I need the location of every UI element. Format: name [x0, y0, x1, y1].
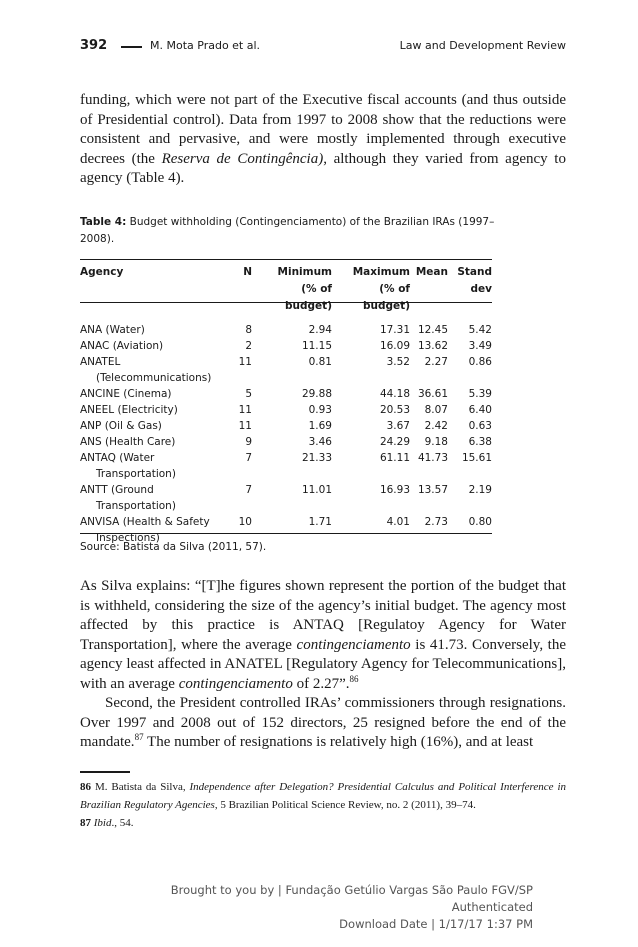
table-body — [80, 319, 492, 546]
cell-max: 17.31 — [379, 324, 410, 336]
footnote-86: 86 M. Batista da Silva, Independence after Delegation? Presidential Calculus and Political Interference in Brazilian Regulatory Agencies, 5 Brazilian Political Science Review, no. 2 (2011), 39–74. — [80, 781, 566, 811]
footnote-ref-87: 87 — [134, 732, 144, 742]
cell-n: 7 — [245, 484, 252, 496]
header-dash — [121, 46, 142, 48]
cell-agency: ANTAQ (Water Transportation) — [80, 452, 176, 480]
para2-italic-1: contingenciamento — [296, 636, 411, 653]
cell-agency: ANAC (Aviation) — [80, 340, 164, 352]
cell-n: 11 — [238, 404, 252, 416]
cell-sd: 0.86 — [468, 356, 492, 368]
cell-agency: ANTT (Ground Transportation) — [80, 484, 176, 512]
cell-max: 16.09 — [379, 340, 410, 352]
table-row — [80, 434, 492, 450]
cell-max: 20.53 — [379, 404, 410, 416]
table-row — [80, 319, 492, 338]
body-paragraphs-2 — [80, 577, 566, 753]
cell-n: 7 — [245, 452, 252, 464]
header-journal: Law and Development Review — [399, 39, 566, 52]
cell-max: 61.11 — [379, 452, 410, 464]
table-header-row — [80, 264, 492, 319]
cell-max: 24.29 — [379, 436, 410, 448]
para1-text: funding, which were not part of the Executive fiscal accounts (and thus outside of Presidential control). Data from 1997 to 2008 show that the reductions were consistent and pervasive, and were mostly implemented through executive decrees (the — [80, 92, 566, 167]
cell-max: 16.93 — [379, 484, 410, 496]
para1-text-end: , although they varied from agency to agency (Table 4). — [80, 150, 566, 186]
cell-n: 9 — [245, 436, 252, 448]
header-mean: Mean — [415, 266, 448, 278]
table-caption-label: Table 4: — [80, 216, 127, 228]
cell-sd: 3.49 — [468, 340, 492, 352]
table-row — [80, 450, 492, 482]
cell-mean: 2.42 — [424, 420, 448, 432]
body-paragraph-1 — [80, 91, 566, 189]
cell-n: 8 — [245, 324, 252, 336]
cell-sd: 5.42 — [468, 324, 492, 336]
cell-min: 0.81 — [308, 356, 332, 368]
table-row — [80, 402, 492, 418]
cell-agency: ANS (Health Care) — [80, 436, 176, 448]
cell-max: 3.67 — [386, 420, 410, 432]
cell-max: 44.18 — [379, 388, 410, 400]
footnote-ref-86: 86 — [349, 673, 359, 684]
footnote-87: 87 Ibid., 54. — [80, 817, 134, 829]
cell-agency: ANA (Water) — [80, 324, 145, 336]
cell-n: 5 — [245, 388, 252, 400]
cell-min: 11.15 — [301, 340, 332, 352]
cell-sd: 5.39 — [468, 388, 492, 400]
cell-min: 21.33 — [301, 452, 332, 464]
cell-min: 2.94 — [308, 324, 332, 336]
cell-min: 0.93 — [308, 404, 332, 416]
cell-n: 11 — [238, 356, 252, 368]
para2-italic-2: contingenciamento — [178, 675, 293, 692]
budget-withholding-table — [80, 264, 492, 546]
cell-sd: 15.61 — [461, 452, 492, 464]
header-minimum: Minimum (% of budget) — [277, 266, 332, 312]
cell-max: 4.01 — [386, 516, 410, 528]
cell-sd: 2.19 — [468, 484, 492, 496]
cell-mean: 9.18 — [424, 436, 448, 448]
cell-min: 1.71 — [308, 516, 332, 528]
cell-mean: 41.73 — [417, 452, 448, 464]
table-caption-text: Budget withholding (Contingenciamento) of the Brazilian IRAs (1997–2008). — [80, 216, 495, 245]
cell-mean: 12.45 — [417, 324, 448, 336]
cell-min: 29.88 — [301, 388, 332, 400]
body-paragraph-2: As Silva explains: “[T]he figures shown represent the portion of the budget that is withheld, considering the size of the agency’s initial budget. The agency most affected by this practice is ANTAQ [Regulatoy Agency for Water Transportation], where the average contingenciamento is 41.73. Conversely, the agency least affected in ANATEL [Regulatory Agency for Telecommunications], with an average contingenciamento of 2.27”.$^{86}$ — [80, 578, 566, 692]
page-number: 392 — [80, 38, 108, 53]
footnote-rule — [80, 771, 130, 773]
header-agency: Agency — [80, 266, 124, 278]
body-paragraph-3: Second, the President controlled IRAs’ commissioners through resignations. Over 1997 and 2008 out of 152 directors, 25 resigned before the end of the mandate.$^{87}$ The number of resignations is relatively high (16%), and at least — [80, 695, 566, 750]
cell-agency: ANVISA (Health & Safety Inspections) — [80, 516, 210, 544]
watermark-line-2: Authenticated — [451, 900, 533, 914]
table-row — [80, 386, 492, 402]
running-header — [80, 38, 566, 58]
header-maximum: Maximum (% of budget) — [352, 266, 410, 312]
cell-mean: 8.07 — [424, 404, 448, 416]
cell-min: 3.46 — [308, 436, 332, 448]
cell-sd: 0.63 — [468, 420, 492, 432]
download-watermark — [133, 882, 533, 933]
cell-mean: 2.73 — [424, 516, 448, 528]
cell-sd: 6.40 — [468, 404, 492, 416]
cell-mean: 2.27 — [424, 356, 448, 368]
table-row — [80, 354, 492, 386]
cell-mean: 36.61 — [417, 388, 448, 400]
cell-agency: ANP (Oil & Gas) — [80, 420, 162, 432]
cell-min: 11.01 — [301, 484, 332, 496]
header-n: N — [243, 266, 252, 278]
cell-agency: ANATEL (Telecommunications) — [80, 356, 212, 384]
watermark-line-1: Brought to you by | Fundação Getúlio Vargas São Paulo FGV/SP — [170, 883, 533, 897]
cell-mean: 13.57 — [417, 484, 448, 496]
footnotes — [80, 778, 566, 832]
header-authors: M. Mota Prado et al. — [150, 39, 261, 52]
table-row — [80, 338, 492, 354]
cell-min: 1.69 — [308, 420, 332, 432]
cell-sd: 6.38 — [468, 436, 492, 448]
table-source: Source: Batista da Silva (2011, 57). — [80, 541, 267, 553]
cell-max: 3.52 — [386, 356, 410, 368]
cell-n: 11 — [238, 420, 252, 432]
watermark-line-3: Download Date | 1/17/17 1:37 PM — [339, 917, 533, 931]
table-row — [80, 482, 492, 514]
cell-agency: ANEEL (Electricity) — [80, 404, 178, 416]
cell-mean: 13.62 — [417, 340, 448, 352]
cell-sd: 0.80 — [468, 516, 492, 528]
cell-n: 2 — [245, 340, 252, 352]
table-row — [80, 418, 492, 434]
para1-italic: Reserva de Contingência) — [161, 150, 324, 167]
table-caption — [80, 214, 500, 248]
header-stand-dev: Stand dev — [457, 266, 492, 295]
cell-n: 10 — [238, 516, 252, 528]
table-top-rule — [80, 259, 492, 260]
cell-agency: ANCINE (Cinema) — [80, 388, 172, 400]
